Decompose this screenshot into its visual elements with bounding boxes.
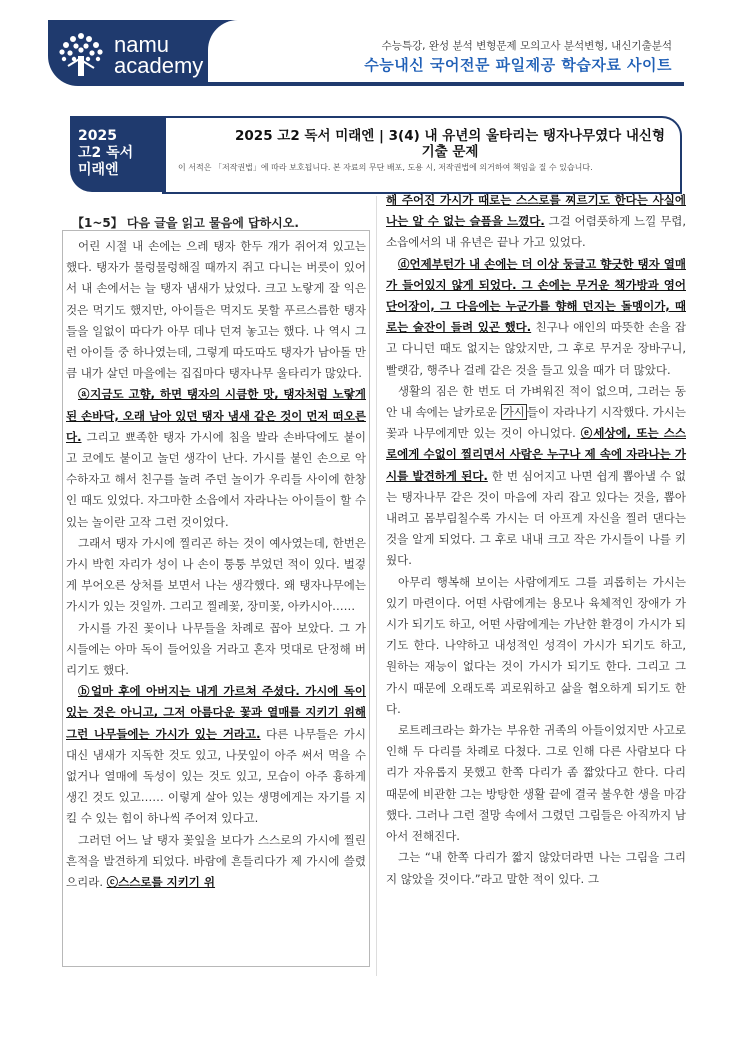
logo-text[interactable] bbox=[114, 34, 203, 76]
copyright-notice: 이 서적은 「저작권법」에 따라 보호됩니다. 본 자료의 무단 배포, 도용 시, 저작권법에 의거하여 책임을 질 수 있습니다. bbox=[178, 163, 593, 172]
right-paragraph-6: 그는 “내 한쪽 다리가 짧지 않았더라면 나는 그림을 그리지 않았을 것이다.”라고 말한 적이 있다. 그 bbox=[386, 850, 686, 886]
badge-publisher: 미래엔 bbox=[78, 162, 119, 178]
right-paragraph-1 bbox=[386, 190, 686, 254]
right-paragraph-3 bbox=[386, 381, 686, 572]
right-paragraph-5: 로트레크라는 화가는 부유한 귀족의 아들이었지만 사고로 인해 두 다리를 차례로 다쳤다. 그로 인해 다른 사람보다 다리가 자유롭지 못했고 한쪽 다리가 좀 짧았다고 한다. 다리 때문에 비관한 그는 방탕한 생활 끝에 결국 불우한 생을 마감했다. 그러나 그런 절망 속에서 그렸던 그림들은 아직까지 남아서 전해진다. bbox=[386, 723, 686, 844]
page-title-line-2: 기출 문제 bbox=[421, 144, 479, 160]
paragraph-4: 가시를 가진 꽃이나 나무들을 차례로 꼽아 보았다. 그 가시들에는 아마 독이 들어있을 거라고 혼자 멋대로 단정해 버리기도 했다. bbox=[66, 620, 366, 678]
paragraph-6 bbox=[66, 830, 366, 894]
badge-grade: 고2 독서 bbox=[78, 145, 134, 161]
right-paragraph-4: 아무리 행복해 보이는 사람에게도 그를 괴롭히는 가시는 있기 마련이다. 어떤 사람에게는 용모나 육체적인 장애가 가시가 되기도 하고, 어떤 사람에게는 가난한 환경이 가시가 되기도 한다. 나약하고 내성적인 성격이 가시가 되기도 하고, 원하는 재능이 없다는 것이 가시가 되기도 한다. 그리고 그 가시 때문에 오래도록 괴로워하고 삶을 혐오하게 되기도 한다. bbox=[386, 574, 686, 716]
right-paragraph-2 bbox=[386, 254, 686, 381]
page-title-line-1: 2025 고2 독서 미래엔 | 3(4) 내 유년의 울타리는 탱자나무였다 내신형 bbox=[235, 128, 665, 144]
paragraph-2-rest: 그리고 뾰족한 탱자 가시에 침을 발라 손바닥에도 붙이고 코에도 붙이고 놀던 생각이 난다. 가시를 붙인 손으로 악수하자고 해서 친구를 놀려 주던 놀이가 우리들 사이에 한창인 때도 있었다. 자그마한 소읍에서 자라나는 아이들이 할 수 있는 놀이란 고작 그런 것이었다. bbox=[66, 429, 366, 529]
underlined-a: ⓐ지금도 고향, 하면 탱자의 시큼한 맛, 탱자처럼 노랗게 된 손바닥, 오래 남아 있던 탱자 냄새 같은 것이 먼저 떠오른다. bbox=[66, 387, 366, 444]
paragraph-5-rest: 다른 나무들은 가시 대신 냄새가 지독한 것도 있고, 나뭇잎이 아주 써서 먹을 수 없거나 열매에 독성이 있는 것도 있고, 모습이 아주 흉하게 생긴 것도 있고…… 이렇게 살아 있는 생명에게는 자기를 지킬 수 있는 힘이 하나씩 주어져 있다고. bbox=[66, 726, 366, 826]
right-paragraph-1-rest: 그걸 어렴풋하게 느낄 무렵, 소읍에서의 내 유년은 끝나 가고 있었다. bbox=[386, 214, 686, 250]
boxed-word: 가시 bbox=[502, 405, 525, 420]
paragraph-6-start: 그러던 어느 날 탱자 꽃잎을 보다가 스스로의 가시에 찔린 흔적을 발견하게 되었다. 바람에 흔들리다가 제 가시에 쓸렸으리라. bbox=[66, 832, 366, 890]
paragraph-2 bbox=[66, 384, 366, 532]
title-badge bbox=[70, 116, 166, 192]
logo-line-2: academy bbox=[114, 53, 204, 78]
right-paragraph-2-rest: 친구나 애인의 따뜻한 손을 잡고 다니던 때도 없지는 않았지만, 그 후로 무거운 장바구니, 빨랫감, 행주나 걸레 같은 것을 들고 있을 때가 더 많았다. bbox=[386, 320, 686, 377]
right-paragraph-3-rest: 한 번 심어지고 나면 쉽게 뽑아낼 수 없는 탱자나무 같은 것이 마음에 자리 잡고 있다는 것을, 뽑아내려고 몸부림칠수록 가시는 더 아프게 자신을 찔러 댄다는 것을 알게 되었다. 그 후로 내내 크고 작은 가시들이 나를 키웠다. bbox=[386, 468, 686, 568]
underlined-c: ⓒ스스로를 지키기 위 bbox=[106, 875, 216, 890]
badge-year: 2025 bbox=[78, 128, 117, 144]
tree-logo-icon bbox=[54, 26, 108, 80]
paragraph-1: 어린 시절 내 손에는 으레 탱자 한두 개가 쥐어져 있고는 했다. 탱자가 물렁물렁해질 때까지 쥐고 다니는 버릇이 있어서 내 손에서는 늘 탱자 냄새가 났었다. 크고 노랗게 잘 익은 것은 먹기도 했지만, 아이들은 먹지도 못할 푸르스름한 탱자들을 일없이 따다가 아무 데나 던져 놓고는 했다. 나 역시 그런 아이들 중 하나였는데, 그렇게 따도따도 탱자가 남아돌 만큼 내가 살던 마을에는 집집마다 탱자나무 울타리가 많았다. bbox=[66, 239, 366, 381]
underlined-d: ⓓ언제부턴가 내 손에는 더 이상 둥글고 향긋한 탱자 열매가 들어있지 않게 되었다. 그 손에는 무거운 책가방과 영어 단어장이, 그 다음에는 누군가를 향해 던지는 돌멩이가, 때로는 술잔이 들려 있곤 했다. bbox=[386, 256, 686, 335]
page-title bbox=[180, 128, 720, 160]
paragraph-3: 그래서 탱자 가시에 찔리곤 하는 것이 예사였는데, 한번은 가시 박힌 자리가 성이 나 손이 퉁퉁 부었던 적이 있다. 벌겋게 부어오른 상처를 보면서 나는 생각했다. 왜 탱자나무에는 가시가 있는 것일까. 그리고 찔레꽃, 장미꽃, 아카시아…… bbox=[66, 535, 366, 614]
logo-line-1: namu bbox=[114, 32, 170, 57]
right-column bbox=[386, 190, 686, 890]
underlined-e: ⓔ세상에, 또는 스스로에게 수없이 찔리면서 사람은 누구나 제 속에 자라나는 가시를 발견하게 된다. bbox=[386, 426, 686, 483]
underlined-b: ⓑ얼마 후에 아버지는 내게 가르쳐 주셨다. 가시에 독이 있는 것은 아니고, 그저 아름다운 꽃과 열매를 지키기 위해 그런 나무들에는 가시가 있는 거라고. bbox=[66, 684, 366, 741]
header-banner bbox=[48, 20, 684, 86]
column-divider bbox=[376, 196, 377, 976]
underlined-c-cont: 해 주어진 가시가 때로는 스스로를 찌르기도 한다는 사실에 나는 알 수 없는 슬픔을 느꼈다. bbox=[386, 193, 686, 229]
right-paragraph-3-before: 생활의 짐은 한 번도 더 가벼워진 적이 없으며, 그러는 동안 내 속에는 날카로운 bbox=[386, 383, 686, 420]
site-name[interactable]: 수능내신 국어전문 파일제공 학습자료 사이트 bbox=[364, 56, 672, 74]
right-paragraph-3-after: 들이 자라나기 시작했다. 가시는 꽃과 나무에게만 있는 것이 아니었다. bbox=[386, 405, 686, 441]
paragraph-5 bbox=[66, 681, 366, 829]
title-block bbox=[70, 116, 680, 192]
left-column bbox=[66, 236, 366, 893]
tagline: 수능특강, 완성 분석 변형문제 모의고사 분석변형, 내신기출분석 bbox=[381, 40, 672, 52]
question-header: 【1~5】 다음 글을 읽고 물음에 답하시오. bbox=[72, 216, 299, 230]
